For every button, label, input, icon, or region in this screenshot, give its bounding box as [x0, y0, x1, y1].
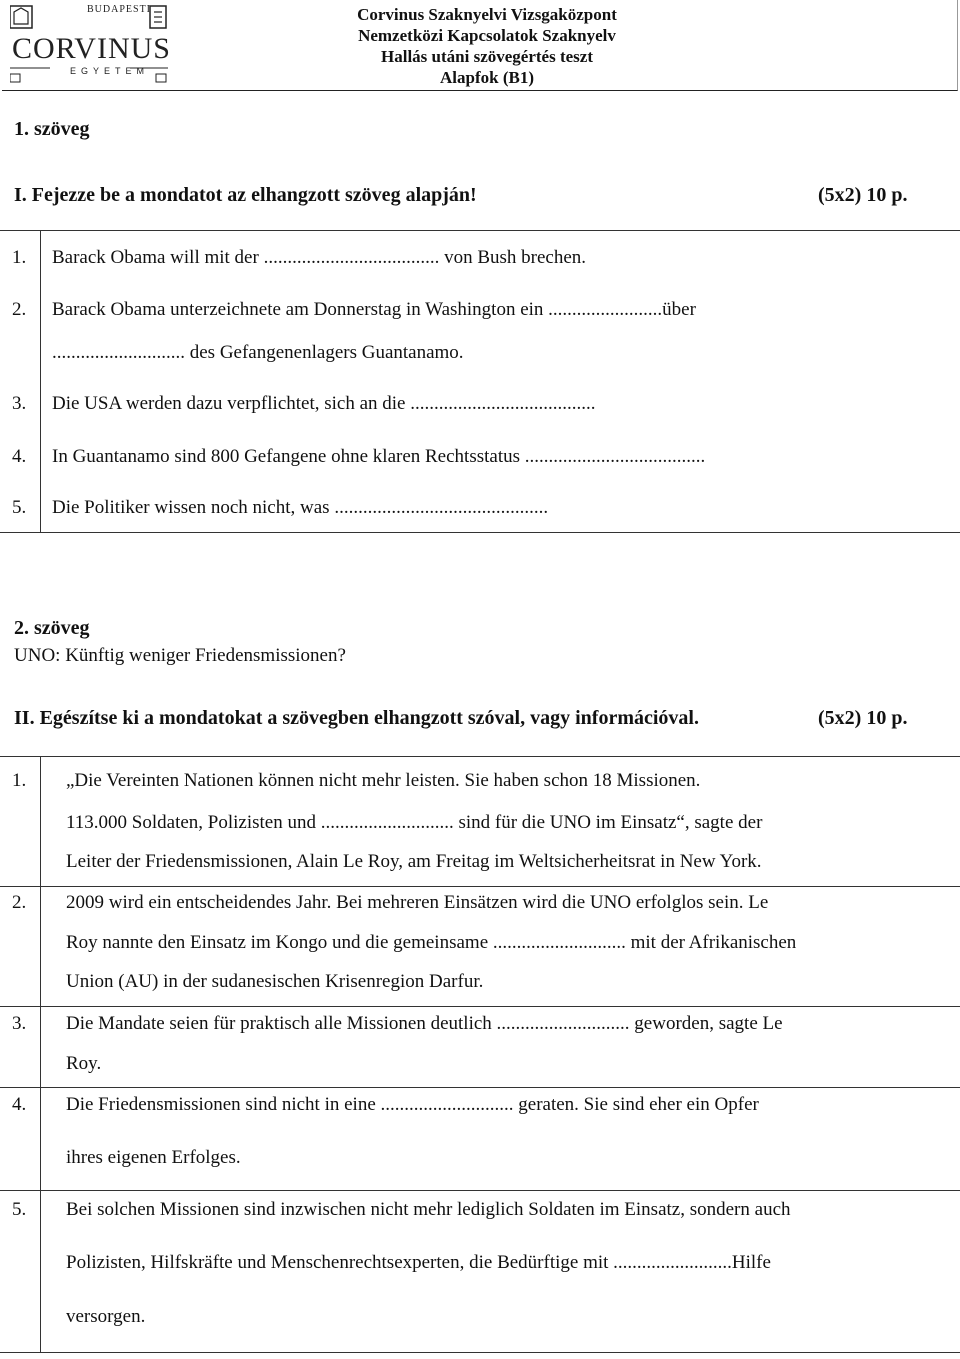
table2-top-rule [0, 756, 960, 757]
part2-item-3-number: 3. [12, 1013, 27, 1034]
part1-item-3-text: Die USA werden dazu verpflichtet, sich an die ....................................... [52, 393, 596, 414]
table2-row-rule-1 [0, 886, 960, 887]
logo-sub-text: EGYETEM [70, 66, 150, 76]
part2-item-3-line-1: Die Mandate seien für praktisch alle Missionen deutlich ............................ geworden, sagte Le [66, 1013, 783, 1034]
part1-heading: 1. szöveg [14, 118, 90, 140]
part2-item-5-number: 5. [12, 1199, 27, 1220]
part1-item-4-text: In Guantanamo sind 800 Gefangene ohne klaren Rechtsstatus ...................................... [52, 446, 706, 467]
part1-item-2-text: Barack Obama unterzeichnete am Donnerstag in Washington ein ........................über [52, 299, 696, 320]
document-header [2, 0, 958, 91]
part1-item-5-text: Die Politiker wissen noch nicht, was ............................................. [52, 497, 549, 518]
table2-row-rule-2 [0, 1006, 960, 1007]
part2-item-5-line-1: Bei solchen Missionen sind inzwischen nicht mehr lediglich Soldaten im Einsatz, sondern auch [66, 1199, 791, 1220]
part1-item-3-number: 3. [12, 393, 27, 414]
header-title-1: Corvinus Szaknyelvi Vizsgaközpont [357, 5, 617, 24]
part1-task: I. Fejezze be a mondatot az elhangzott szöveg alapján! [14, 184, 477, 206]
part1-item-1-number: 1. [12, 247, 27, 268]
part2-item-3-line-2: Roy. [66, 1053, 102, 1074]
table2-column-divider [40, 756, 41, 1352]
part2-item-2-line-2: Roy nannte den Einsatz im Kongo und die gemeinsame ............................ mit der Afrikanischen [66, 932, 797, 953]
part2-points: (5x2) 10 p. [818, 707, 908, 729]
table1-column-divider [40, 230, 41, 532]
part2-heading: 2. szöveg [14, 617, 90, 639]
header-title-2: Nemzetközi Kapcsolatok Szaknyelv [358, 26, 616, 45]
part2-item-1-line-1: „Die Vereinten Nationen können nicht mehr leisten. Sie haben schon 18 Missionen. [66, 770, 701, 791]
part2-item-2-line-1: 2009 wird ein entscheidendes Jahr. Bei mehreren Einsätzen wird die UNO erfolglos sein. Le [66, 892, 769, 913]
table2-row-rule-4 [0, 1190, 960, 1191]
part1-points: (5x2) 10 p. [818, 184, 908, 206]
part2-item-5-line-2: Polizisten, Hilfskräfte und Menschenrechtsexperten, die Bedürftige mit .........................Hilfe [66, 1252, 771, 1273]
table2-bottom-rule [0, 1352, 960, 1353]
part2-task: II. Egészítse ki a mondatokat a szövegben elhangzott szóval, vagy információval. [14, 707, 699, 729]
part2-item-4-line-2: ihres eigenen Erfolges. [66, 1147, 241, 1168]
table2-row-rule-3 [0, 1087, 960, 1088]
part2-item-1-line-3: Leiter der Friedensmissionen, Alain Le Roy, am Freitag im Weltsicherheitsrat in New York. [66, 851, 762, 872]
part2-item-1-number: 1. [12, 770, 27, 791]
part1-item-4-number: 4. [12, 446, 27, 467]
corvinus-logo [10, 4, 170, 84]
part2-subtitle: UNO: Künftig weniger Friedensmissionen? [14, 645, 346, 666]
part1-item-1-text: Barack Obama will mit der ..................................... von Bush brechen. [52, 247, 587, 268]
part2-item-1-line-2: 113.000 Soldaten, Polizisten und ............................ sind für die UNO im Einsatz“, sagte der [66, 812, 763, 833]
header-titles [302, 4, 672, 88]
logo-main-text: CORVINUS [12, 32, 171, 65]
part1-item-5-number: 5. [12, 497, 27, 518]
table1-top-rule [0, 230, 960, 231]
part1-item-2-number: 2. [12, 299, 27, 320]
table1-bottom-rule [0, 532, 960, 533]
part2-item-4-number: 4. [12, 1094, 27, 1115]
header-title-3: Hallás utáni szövegértés teszt [381, 47, 593, 66]
header-title-4: Alapfok (B1) [440, 68, 534, 87]
part2-item-2-number: 2. [12, 892, 27, 913]
part1-item-2-text-cont: ............................ des Gefangenenlagers Guantanamo. [52, 342, 464, 363]
part2-item-2-line-3: Union (AU) in der sudanesischen Krisenregion Darfur. [66, 971, 484, 992]
logo-top-text: BUDAPESTI [87, 4, 152, 15]
part2-item-4-line-1: Die Friedensmissionen sind nicht in eine ............................ geraten. Sie sind eher ein Opfer [66, 1094, 759, 1115]
part2-item-5-line-3: versorgen. [66, 1306, 146, 1327]
